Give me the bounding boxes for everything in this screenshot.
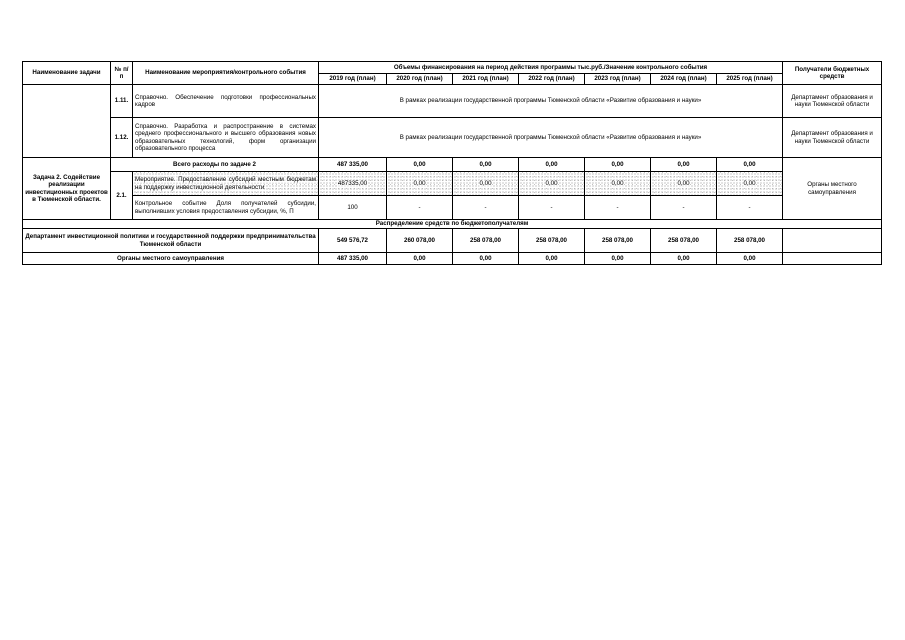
dept-value: 260 078,00 [387,229,453,253]
year-header: 2019 год (план) [319,74,387,85]
event-value [717,172,783,196]
task2-total-label: Всего расходы по задаче 2 [111,158,319,172]
year-header: 2021 год (план) [453,74,519,85]
row-num: 1.11. [111,85,133,118]
row-recipient: Департамент образования и науки Тюменской области [783,118,882,158]
header-event-name: Наименование мероприятия/контрольного события [133,62,319,85]
control-text: Контрольное событие Доля получателей субсидии, выполнивших условия предоставления субсидии, %, П [133,196,319,220]
local-value: 0,00 [585,253,651,265]
event-text-label: Мероприятие. Предоставление субсидий местным бюджетам на поддержку инвестиционной деятельности [135,176,316,191]
task2-name: Задача 2. Содействие реализации инвестиционных проектов в Тюменской области. [23,158,111,220]
local-value: 0,00 [651,253,717,265]
event-value [453,172,519,196]
event-value-text: 0,00 [413,179,426,187]
event-text [133,172,319,196]
event-value [519,172,585,196]
event-value-text: 0,00 [677,179,690,187]
task2-control-row [23,196,882,220]
total-value: 0,00 [717,158,783,172]
control-value: - [387,196,453,220]
event-value [387,172,453,196]
task2-total-row [23,158,882,172]
local-value: 0,00 [519,253,585,265]
header-volumes: Объемы финансирования на период действия программы тыс.руб./Значение контрольного события [319,62,783,74]
event-value [319,172,387,196]
event-value [585,172,651,196]
task2-event-row [23,172,882,196]
dept-row [23,229,882,253]
event-value-text: 0,00 [611,179,624,187]
control-value: - [717,196,783,220]
total-value: 0,00 [519,158,585,172]
year-header: 2023 год (план) [585,74,651,85]
local-label: Органы местного самоуправления [23,253,319,265]
year-header: 2020 год (план) [387,74,453,85]
total-value: 0,00 [387,158,453,172]
dept-value: 258 078,00 [519,229,585,253]
table-row-1-12 [23,118,882,158]
total-value: 0,00 [453,158,519,172]
dept-value: 258 078,00 [651,229,717,253]
row-num: 2.1. [111,172,133,220]
year-header: 2025 год (план) [717,74,783,85]
header-task-name: Наименование задачи [23,62,111,85]
total-value: 0,00 [651,158,717,172]
year-header: 2022 год (план) [519,74,585,85]
header-recipients: Получатели бюджетных средств [783,62,882,85]
header-num: № п/п [111,62,133,85]
year-header: 2024 год (план) [651,74,717,85]
control-value: - [585,196,651,220]
total-value: 0,00 [585,158,651,172]
financing-table [22,61,882,265]
local-value: 487 335,00 [319,253,387,265]
control-value: - [651,196,717,220]
dept-label: Департамент инвестиционной политики и государственной поддержки предпринимательства Тюменской области [23,229,319,253]
distribution-header: Распределение средств по бюджетополучателям [23,220,882,229]
local-row [23,253,882,265]
empty-task-cell [23,85,111,158]
row-span-text: В рамках реализации государственной программы Тюменской области «Развитие образования и науки» [319,85,783,118]
row-text: Справочно. Разработка и распространение в системах среднего профессионального и высшего образования новых образовательных технологий, форм организации образовательного процесса [133,118,319,158]
distribution-header-row [23,220,882,229]
event-value-text: 0,00 [743,179,756,187]
dept-value: 258 078,00 [453,229,519,253]
row-span-text: В рамках реализации государственной программы Тюменской области «Развитие образования и науки» [319,118,783,158]
row-num: 1.12. [111,118,133,158]
event-value-text: 487335,00 [337,179,368,187]
dept-value: 258 078,00 [585,229,651,253]
event-value-text: 0,00 [479,179,492,187]
local-value: 0,00 [453,253,519,265]
control-value: - [453,196,519,220]
control-value: 100 [319,196,387,220]
total-value: 487 335,00 [319,158,387,172]
local-value: 0,00 [717,253,783,265]
row-recipient: Департамент образования и науки Тюменской области [783,85,882,118]
row-text: Справочно. Обеспечение подготовки профессиональных кадров [133,85,319,118]
event-value [651,172,717,196]
table-row-1-11 [23,85,882,118]
task2-recipient: Органы местного самоуправления [783,158,882,220]
control-value: - [519,196,585,220]
dept-value: 258 078,00 [717,229,783,253]
header-row [23,62,882,74]
local-empty-cell [783,253,882,265]
dept-value: 549 576,72 [319,229,387,253]
local-value: 0,00 [387,253,453,265]
event-value-text: 0,00 [545,179,558,187]
dept-empty-cell [783,229,882,253]
